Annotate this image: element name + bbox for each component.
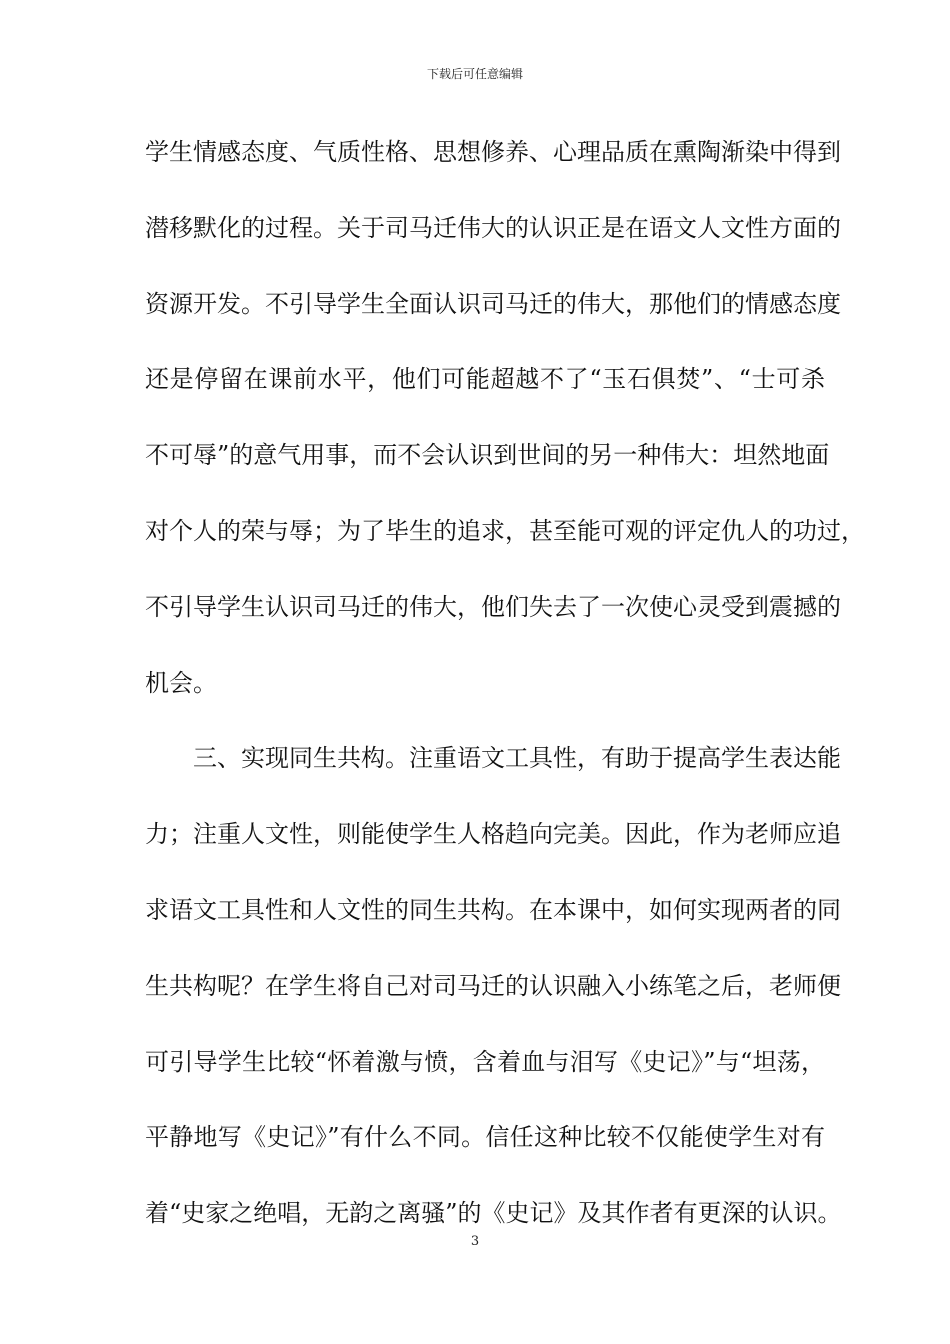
body-line-paragraph-end: 机会。 (145, 668, 217, 697)
page-number: 3 (470, 1234, 480, 1249)
body-line: 潜移默化的过程。关于司马迁伟大的认识正是在语文人文性方面的 (145, 213, 841, 242)
body-line: 不可辱”的意气用事，而不会认识到世间的另一种伟大：坦然地面 (145, 441, 830, 470)
body-line: 还是停留在课前水平，他们可能超越不了“玉石俱焚”、“士可杀 (145, 365, 825, 394)
body-line: 求语文工具性和人文性的同生共构。在本课中，如何实现两者的同 (145, 895, 841, 924)
body-line: 生共构呢？在学生将自己对司马迁的认识融入小练笔之后，老师便 (145, 971, 841, 1000)
document-body (145, 131, 865, 1268)
body-line: 资源开发。不引导学生全面认识司马迁的伟大，那他们的情感态度 (145, 289, 841, 318)
body-line: 着“史家之绝唱，无韵之离骚”的《史记》及其作者有更深的认识。 (145, 1199, 842, 1228)
body-line: 可引导学生比较“怀着激与愤，含着血与泪写《史记》”与“坦荡， (145, 1047, 825, 1076)
body-line: 力；注重人文性，则能使学生人格趋向完美。因此，作为老师应追 (145, 820, 841, 849)
page-header: 下载后可任意编辑 (426, 67, 523, 81)
body-line: 平静地写《史记》”有什么不同。信任这种比较不仅能使学生对有 (145, 1123, 825, 1152)
body-line-paragraph-start: 三、实现同生共构。注重语文工具性，有助于提高学生表达能 (193, 744, 841, 773)
body-line: 不引导学生认识司马迁的伟大，他们失去了一次使心灵受到震撼的 (145, 592, 841, 621)
body-line: 对个人的荣与辱；为了毕生的追求，甚至能可观的评定仇人的功过， (145, 516, 865, 545)
body-line: 学生情感态度、气质性格、思想修养、心理品质在熏陶渐染中得到 (145, 138, 841, 166)
